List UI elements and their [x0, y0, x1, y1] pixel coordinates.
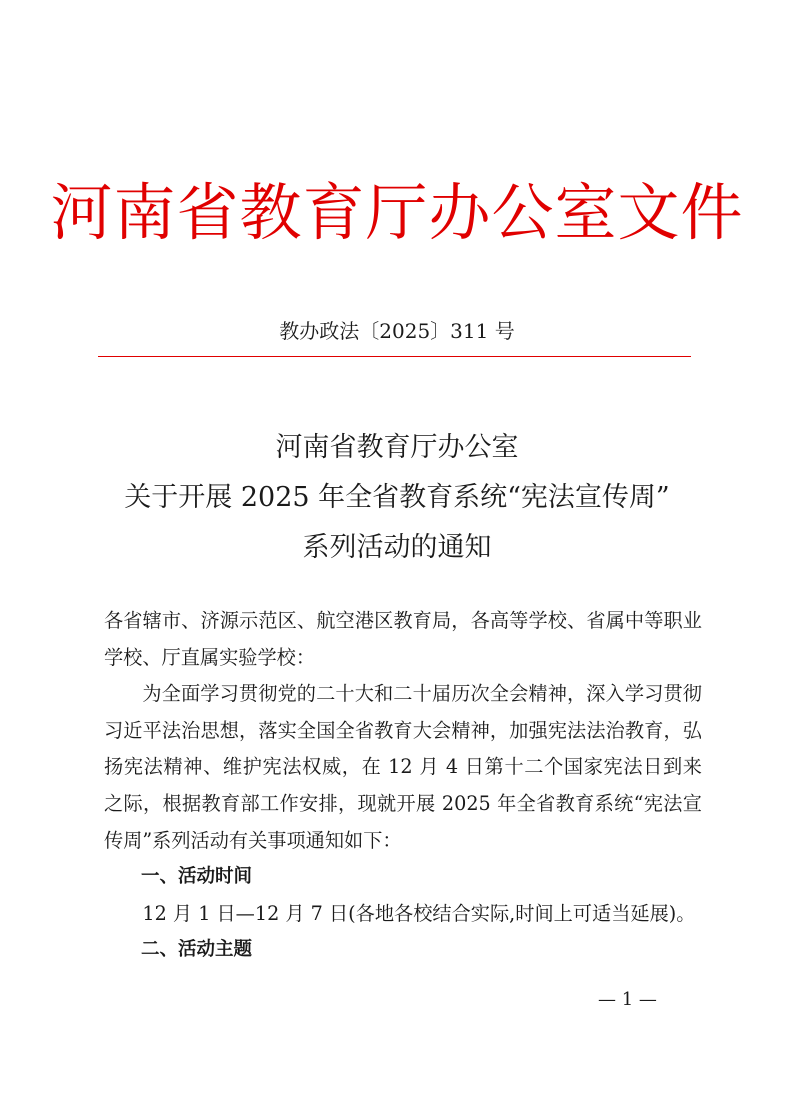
activity-time-text: 12 月 1 日—12 月 7 日(各地各校结合实际,时间上可适当延展)。	[142, 901, 696, 925]
notice-title-line-3: 系列活动的通知	[302, 532, 492, 563]
recipients-paragraph: 各省辖市、济源示范区、航空港区教育局，各高等学校、省属中等职业学校、厅直属实验学校：	[104, 609, 702, 669]
notice-body	[104, 603, 702, 969]
notice-title	[0, 423, 794, 573]
page-number: — 1 —	[598, 989, 657, 1010]
document-number: 教办政法〔2025〕311 号	[279, 319, 515, 343]
section-heading-activity-theme: 二、活动主题	[141, 939, 253, 961]
notice-title-line-2: 关于开展 2025 年全省教育系统“宪法宣传周”	[124, 482, 670, 513]
red-letterhead-title: 河南省教育厅办公室文件	[50, 176, 744, 249]
red-divider-line	[98, 356, 691, 357]
section-heading-activity-time: 一、活动时间	[141, 866, 253, 888]
intro-paragraph: 为全面学习贯彻党的二十大和二十届历次全会精神，深入学习贯彻习近平法治思想，落实全国全省教育大会精神，加强宪法法治教育，弘扬宪法精神、维护宪法权威，在 12 月 4 日第十二个国家宪法日到来之际，根据教育部工作安排，现就开展 2025 年全省教育系统“宪法宣传周”系列活动有关事项通知如下：	[104, 682, 702, 852]
notice-title-line-1: 河南省教育厅办公室	[275, 432, 519, 463]
